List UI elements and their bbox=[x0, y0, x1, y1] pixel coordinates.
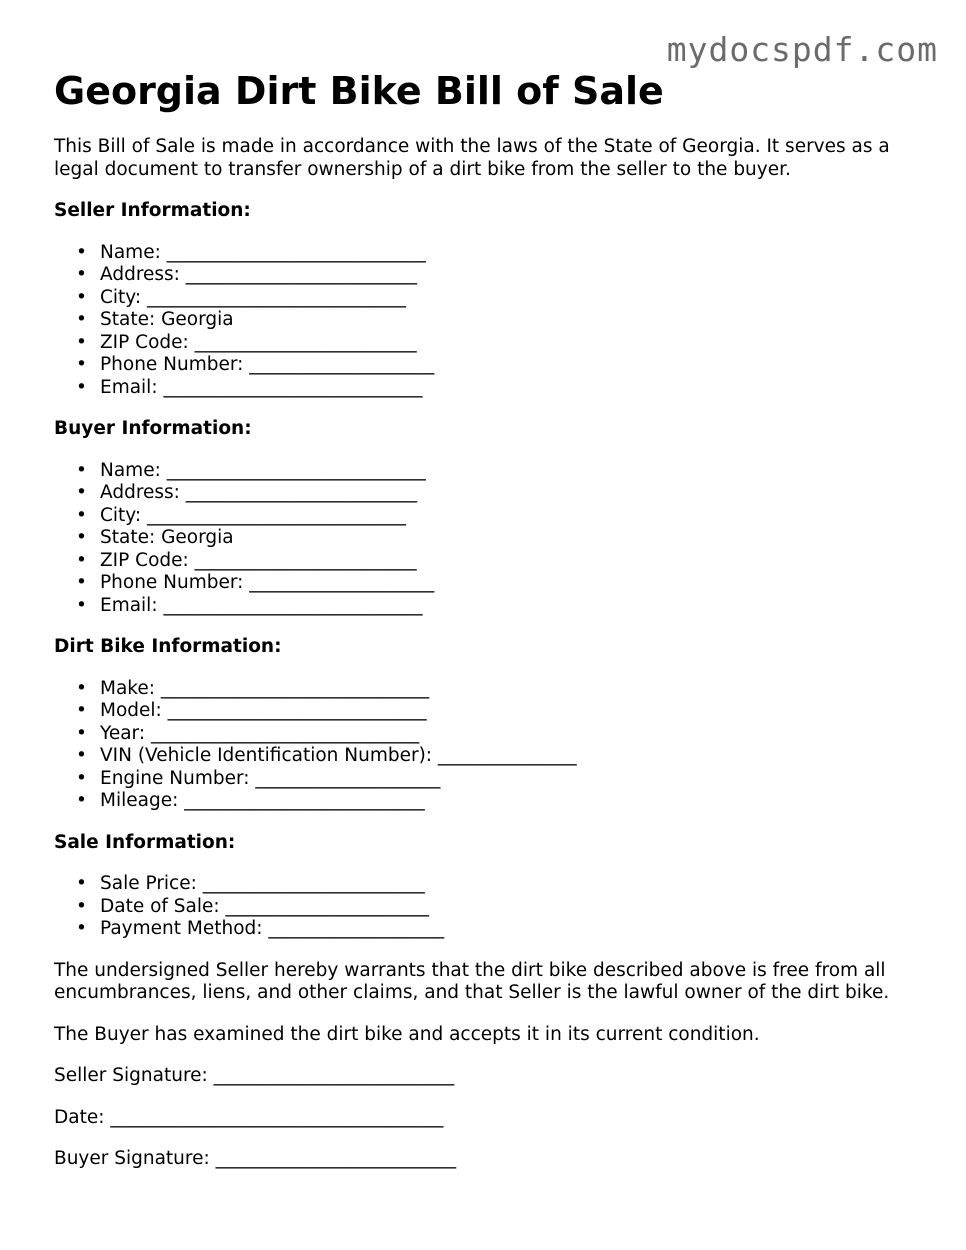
buyer-signature-line: Buyer Signature: __________________________ bbox=[54, 1148, 457, 1169]
sale-date-field: • Date of Sale: ______________________ bbox=[76, 895, 430, 917]
payment-method-field: • Payment Method: ___________________ bbox=[76, 918, 445, 939]
bullet: • bbox=[76, 376, 87, 398]
bullet: • bbox=[76, 790, 87, 811]
buyer-info-list bbox=[54, 460, 924, 618]
buyer-heading: Buyer Information: bbox=[54, 418, 252, 439]
seller-signature-line: Seller Signature: __________________________ bbox=[54, 1065, 455, 1086]
bullet: • bbox=[76, 482, 87, 503]
bullet: • bbox=[76, 767, 87, 789]
bullet: • bbox=[76, 745, 87, 766]
bike-info-list bbox=[54, 678, 924, 813]
buyer-phone-field: • Phone Number: ____________________ bbox=[76, 572, 435, 593]
bullet: • bbox=[76, 677, 87, 699]
intro-paragraph: This Bill of Sale is made in accordance with the laws of the State of Georgia. It serves as a legal document to transfer ownership of a dirt bike from the seller to the buyer. bbox=[54, 136, 890, 180]
seller-email-field: • Email: ____________________________ bbox=[76, 376, 423, 398]
seller-phone-field: • Phone Number: ____________________ bbox=[76, 354, 435, 375]
seller-zip-field: • ZIP Code: ________________________ bbox=[76, 331, 417, 353]
seller-heading: Seller Information: bbox=[54, 200, 251, 221]
bullet: • bbox=[76, 331, 87, 353]
bike-mileage-field: • Mileage: __________________________ bbox=[76, 790, 425, 811]
bullet: • bbox=[76, 309, 87, 330]
bullet: • bbox=[76, 873, 87, 894]
sale-price-field: • Sale Price: ________________________ bbox=[76, 873, 425, 894]
seller-state-field: • State: Georgia bbox=[76, 309, 234, 330]
bullet: • bbox=[76, 722, 87, 744]
bullet: • bbox=[76, 241, 87, 263]
seller-name-field: • Name: ____________________________ bbox=[76, 241, 426, 263]
buyer-zip-field: • ZIP Code: ________________________ bbox=[76, 549, 417, 571]
bullet: • bbox=[76, 527, 87, 548]
date-line: Date: ____________________________________ bbox=[54, 1106, 444, 1128]
bike-make-field: • Make: _____________________________ bbox=[76, 677, 430, 699]
sale-heading: Sale Information: bbox=[54, 831, 236, 853]
acceptance-paragraph: The Buyer has examined the dirt bike and accepts it in its current condition. bbox=[54, 1023, 760, 1045]
bike-model-field: • Model: ____________________________ bbox=[76, 700, 427, 721]
bullet: • bbox=[76, 286, 87, 308]
seller-info-list bbox=[54, 242, 924, 400]
bullet: • bbox=[76, 918, 87, 939]
document-title: Georgia Dirt Bike Bill of Sale bbox=[54, 69, 664, 113]
seller-city-field: • City: ____________________________ bbox=[76, 286, 407, 308]
bullet: • bbox=[76, 504, 87, 526]
warranty-paragraph: The undersigned Seller hereby warrants that the dirt bike described above is free from all encumbrances, liens, and other claims, and that Seller is the lawful owner of the dirt bike. bbox=[54, 959, 890, 1003]
bike-vin-field: • VIN (Vehicle Identification Number): _______________ bbox=[76, 745, 577, 766]
bike-engine-field: • Engine Number: ____________________ bbox=[76, 767, 441, 789]
bullet: • bbox=[76, 572, 87, 593]
bike-heading: Dirt Bike Information: bbox=[54, 636, 282, 657]
watermark: mydocspdf.com bbox=[666, 30, 938, 69]
bullet: • bbox=[76, 700, 87, 721]
bike-year-field: • Year: _____________________________ bbox=[76, 722, 420, 744]
buyer-address-field: • Address: _________________________ bbox=[76, 482, 418, 503]
bullet: • bbox=[76, 594, 87, 616]
buyer-name-field: • Name: ____________________________ bbox=[76, 459, 426, 481]
bullet: • bbox=[76, 549, 87, 571]
bullet: • bbox=[76, 459, 87, 481]
buyer-city-field: • City: ____________________________ bbox=[76, 504, 407, 526]
bullet: • bbox=[76, 895, 87, 917]
buyer-state-field: • State: Georgia bbox=[76, 527, 234, 548]
bullet: • bbox=[76, 354, 87, 375]
bullet: • bbox=[76, 264, 87, 285]
document-page bbox=[54, 66, 924, 1190]
buyer-email-field: • Email: ____________________________ bbox=[76, 594, 423, 616]
sale-info-list bbox=[54, 873, 924, 941]
seller-address-field: • Address: _________________________ bbox=[76, 264, 418, 285]
